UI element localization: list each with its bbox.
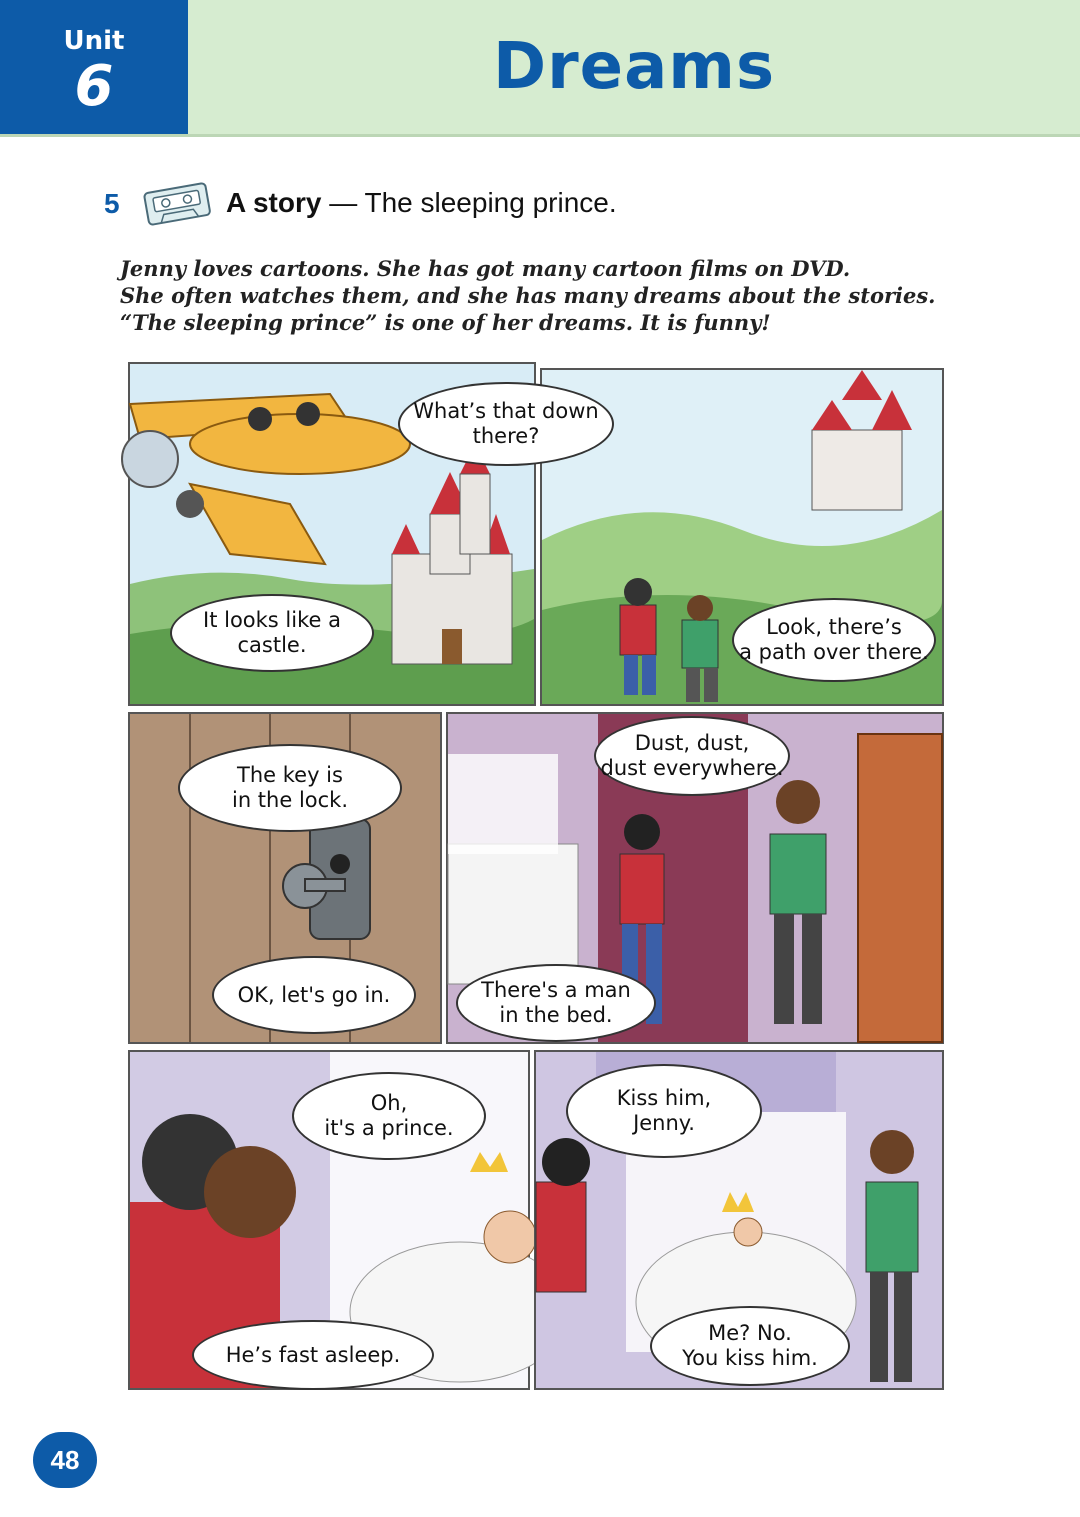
exercise-title-bold: A story	[226, 187, 322, 218]
cassette-tape-icon	[140, 178, 214, 228]
bubble-line: There's a man	[481, 978, 631, 1002]
bubble-line: Kiss him,	[616, 1086, 712, 1110]
bubble-line: OK, let's go in.	[237, 982, 391, 1007]
exercise-title-rest: — The sleeping prince.	[321, 187, 617, 218]
speech-bubble	[566, 1064, 762, 1158]
title-bar	[188, 0, 1080, 134]
exercise-title	[226, 187, 617, 219]
bubble-line: it's a prince.	[324, 1116, 454, 1140]
bubble-line: in the bed.	[499, 1003, 613, 1027]
speech-bubble	[398, 382, 614, 466]
intro-line: She often watches them, and she has many dreams about the stories.	[120, 283, 936, 308]
speech-bubble	[456, 964, 656, 1042]
speech-bubble	[292, 1072, 486, 1160]
page-title: Dreams	[492, 30, 776, 104]
unit-number: 6	[74, 54, 114, 119]
intro-line: “The sleeping prince” is one of her dreams. It is funny!	[120, 310, 771, 335]
comic-panel-4	[446, 712, 944, 1044]
bubble-line: Oh,	[370, 1091, 408, 1115]
bubble-line: there?	[472, 424, 540, 448]
bubble-line: Jenny.	[633, 1111, 695, 1135]
bubble-line: It looks like a	[203, 608, 341, 632]
speech-bubble	[732, 598, 936, 682]
comic-panel-1	[128, 362, 599, 706]
comic-panel-6	[534, 1050, 944, 1390]
speech-bubble	[178, 744, 402, 832]
bubble-line: Dust, dust,	[634, 731, 750, 755]
page-number: 48	[33, 1432, 97, 1488]
exercise-number: 5	[104, 188, 120, 219]
bubble-line: in the lock.	[231, 788, 349, 812]
bubble-line: He’s fast asleep.	[225, 1342, 401, 1367]
intro-line: Jenny loves cartoons. She has got many cartoon films on DVD.	[120, 256, 851, 281]
intro-paragraph	[120, 255, 1000, 336]
title-divider	[0, 134, 1080, 137]
speech-bubble	[594, 716, 790, 796]
bubble-line: The key is	[237, 763, 343, 787]
comic-panel-5	[128, 1050, 530, 1390]
speech-bubble	[212, 956, 416, 1034]
bubble-line: Look, there’s	[766, 615, 902, 639]
comic-panel-3	[128, 712, 442, 1044]
bubble-line: a path over there.	[739, 640, 929, 664]
bubble-line: Me? No.	[708, 1321, 792, 1345]
unit-label: Unit	[63, 26, 125, 56]
speech-bubble	[170, 594, 374, 672]
bubble-line: dust everywhere.	[600, 756, 784, 780]
speech-bubble	[650, 1306, 850, 1386]
bubble-line: You kiss him.	[682, 1346, 818, 1370]
bubble-line: castle.	[237, 633, 307, 657]
bubble-line: What’s that down	[413, 399, 599, 423]
speech-bubble	[192, 1320, 434, 1390]
unit-badge	[0, 0, 188, 134]
